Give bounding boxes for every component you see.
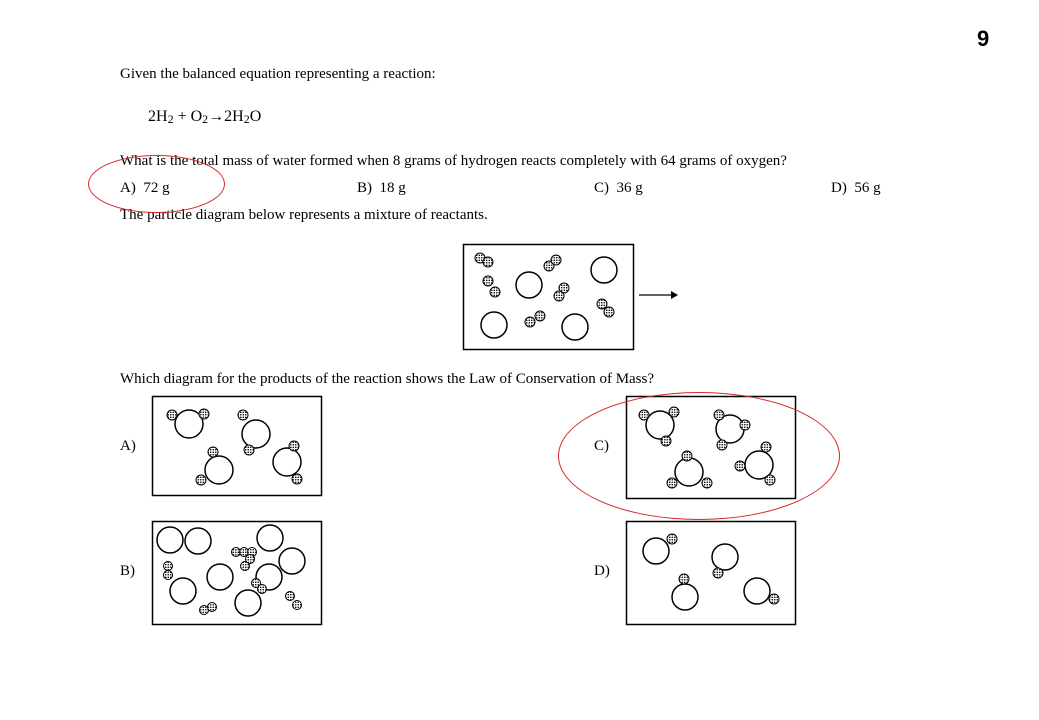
reactant-diagram <box>463 244 635 351</box>
q2-choice-b-diagram[interactable] <box>152 521 323 626</box>
reaction-arrow: → <box>208 108 225 125</box>
annotation-circle-answer-a <box>88 155 225 213</box>
question-1-text: What is the total mass of water formed when 8 grams of hydrogen reacts completely with 64 grams of oxygen? <box>120 153 787 169</box>
q2-choice-a-label[interactable]: A) <box>120 438 136 454</box>
arrow-icon <box>639 289 679 301</box>
q2-choice-a-diagram[interactable] <box>152 396 323 497</box>
intro-text: Given the balanced equation representing a reaction: <box>120 66 436 82</box>
q1-choice-c[interactable]: C) 36 g <box>594 180 643 196</box>
diagram-intro-text: The particle diagram below represents a mixture of reactants. <box>120 207 488 223</box>
reactant-hydrogen: 2H <box>148 108 168 125</box>
balanced-equation: $2H_2 + O_2\to 2H_2O$ <box>148 108 262 126</box>
q1-choice-d[interactable]: D) 56 g <box>831 180 881 196</box>
q2-choice-c-label[interactable]: C) <box>594 438 609 454</box>
q1-choice-a[interactable]: A) 72 g <box>120 180 170 196</box>
slide-number: 9 <box>977 26 990 51</box>
q2-choice-b-label[interactable]: B) <box>120 563 135 579</box>
product-water: 2H <box>224 108 244 125</box>
q1-choice-b[interactable]: B) 18 g <box>357 180 406 196</box>
q2-choice-d-label[interactable]: D) <box>594 563 610 579</box>
q2-choice-d-diagram[interactable] <box>626 521 797 626</box>
annotation-circle-answer-c <box>558 392 840 520</box>
question-2-text: Which diagram for the products of the reaction shows the Law of Conservation of Mass? <box>120 371 655 387</box>
reactant-oxygen: + O <box>173 108 203 125</box>
